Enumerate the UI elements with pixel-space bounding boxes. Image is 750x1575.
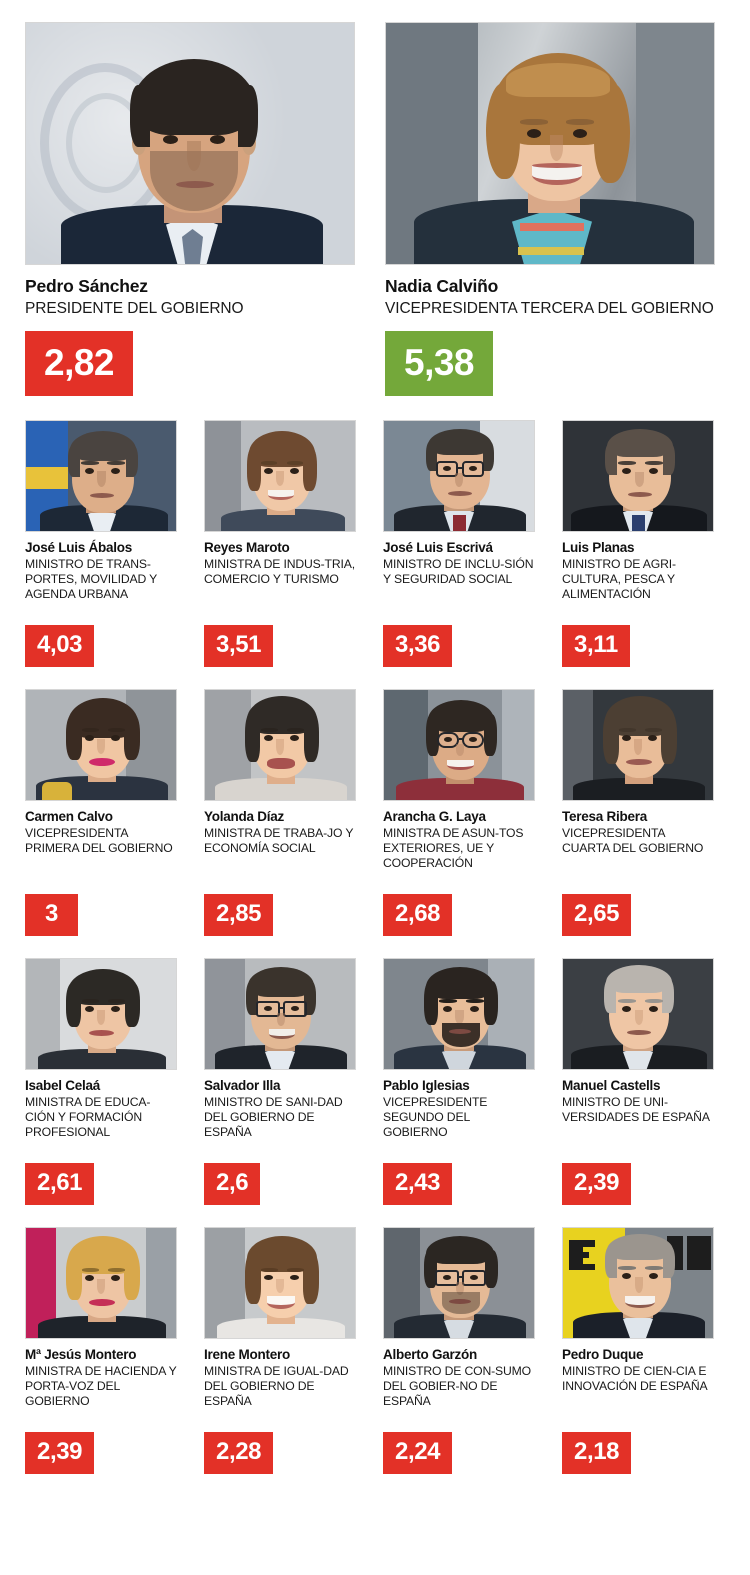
member-card [383, 420, 535, 667]
member-card [25, 958, 177, 1205]
featured-name: Pedro Sánchez [25, 276, 148, 296]
member-role: MINISTRA DE IGUAL-DAD DEL GOBIERNO DE ESPAÑA [204, 1364, 349, 1408]
member-card [25, 689, 177, 936]
member-role: VICEPRESIDENTA CUARTA DEL GOBIERNO [562, 826, 704, 856]
portrait-pedro-sanchez [25, 22, 355, 265]
portrait-isabel-celaa [25, 958, 177, 1070]
member-name: José Luis Escrivá [383, 540, 493, 556]
member-name: Reyes Maroto [204, 540, 290, 556]
portrait-pedro-duque [562, 1227, 714, 1339]
member-score-badge: 2,39 [25, 1432, 94, 1474]
portrait-luis-planas [562, 420, 714, 532]
featured-row [0, 0, 750, 396]
portrait-nadia-calvino [385, 22, 715, 265]
member-name: Luis Planas [562, 540, 635, 556]
member-score-badge: 3,11 [562, 625, 630, 667]
member-name: Pedro Duque [562, 1347, 644, 1363]
member-score-badge: 2,68 [383, 894, 452, 936]
member-card [25, 1227, 177, 1474]
member-role: MINISTRO DE CON-SUMO DEL GOBIER-NO DE ESPAÑA [383, 1364, 531, 1408]
member-score-badge: 3,36 [383, 625, 452, 667]
member-name: Yolanda Díaz [204, 809, 285, 825]
member-role: MINISTRO DE SANI-DAD DEL GOBIERNO DE ESPAÑA [204, 1095, 343, 1139]
member-card [25, 420, 177, 667]
member-role: VICEPRESIDENTA PRIMERA DEL GOBIERNO [25, 826, 173, 856]
member-role: MINISTRA DE INDUS-TRIA, COMERCIO Y TURISMO [204, 557, 355, 587]
member-card [562, 420, 714, 667]
member-name: Pablo Iglesias [383, 1078, 470, 1094]
member-card [204, 689, 356, 936]
portrait-irene-montero [204, 1227, 356, 1339]
member-role: MINISTRO DE UNI-VERSIDADES DE ESPAÑA [562, 1095, 710, 1125]
portrait-maria-jesus-montero [25, 1227, 177, 1339]
portrait-salvador-illa [204, 958, 356, 1070]
member-score-badge: 2,39 [562, 1163, 631, 1205]
member-score-badge: 3,51 [204, 625, 273, 667]
featured-card-pedro-sanchez [25, 22, 355, 396]
portrait-arancha-g-laya [383, 689, 535, 801]
member-role: MINISTRA DE ASUN-TOS EXTERIORES, UE Y COOPERACIÓN [383, 826, 524, 870]
member-card [562, 1227, 714, 1474]
portrait-manuel-castells [562, 958, 714, 1070]
portrait-pablo-iglesias [383, 958, 535, 1070]
portrait-yolanda-diaz [204, 689, 356, 801]
member-name: Carmen Calvo [25, 809, 113, 825]
member-score-badge: 4,03 [25, 625, 94, 667]
portrait-jose-luis-escriva [383, 420, 535, 532]
member-name: Arancha G. Laya [383, 809, 486, 825]
member-score-badge: 2,6 [204, 1163, 260, 1205]
member-name: Alberto Garzón [383, 1347, 478, 1363]
member-score-badge: 3 [25, 894, 78, 936]
member-score-badge: 2,43 [383, 1163, 452, 1205]
member-role: MINISTRO DE AGRI-CULTURA, PESCA Y ALIMENTACIÓN [562, 557, 676, 601]
portrait-carmen-calvo [25, 689, 177, 801]
member-score-badge: 2,85 [204, 894, 273, 936]
member-score-badge: 2,61 [25, 1163, 94, 1205]
portrait-alberto-garzon [383, 1227, 535, 1339]
member-role: MINISTRA DE HACIENDA Y PORTA-VOZ DEL GOBIERNO [25, 1364, 177, 1408]
member-card [383, 689, 535, 936]
member-score-badge: 2,65 [562, 894, 631, 936]
member-card [204, 958, 356, 1205]
member-name: Teresa Ribera [562, 809, 648, 825]
portrait-jose-luis-abalos [25, 420, 177, 532]
featured-role: VICEPRESIDENTA TERCERA DEL GOBIERNO [385, 300, 714, 317]
member-role: MINISTRA DE TRABA-JO Y ECONOMÍA SOCIAL [204, 826, 354, 856]
featured-name: Nadia Calviño [385, 276, 499, 296]
member-score-badge: 2,18 [562, 1432, 631, 1474]
portrait-reyes-maroto [204, 420, 356, 532]
featured-card-nadia-calvino [385, 22, 715, 396]
member-card [383, 958, 535, 1205]
page-header-sliver [0, 0, 750, 10]
member-name: José Luis Ábalos [25, 540, 133, 556]
members-grid [0, 396, 750, 1496]
member-role: MINISTRA DE EDUCA-CIÓN Y FORMACIÓN PROFESIONAL [25, 1095, 151, 1139]
featured-role: PRESIDENTE DEL GOBIERNO [25, 300, 244, 317]
member-score-badge: 2,24 [383, 1432, 452, 1474]
member-role: MINISTRO DE TRANS-PORTES, MOVILIDAD Y AGENDA URBANA [25, 557, 157, 601]
featured-score-badge: 5,38 [385, 331, 493, 396]
member-name: Salvador Illa [204, 1078, 281, 1094]
member-card [562, 958, 714, 1205]
member-role: MINISTRO DE CIEN-CIA E INNOVACIÓN DE ESPAÑA [562, 1364, 708, 1394]
member-card [383, 1227, 535, 1474]
portrait-teresa-ribera [562, 689, 714, 801]
member-name: Manuel Castells [562, 1078, 661, 1094]
member-role: MINISTRO DE INCLU-SIÓN Y SEGURIDAD SOCIAL [383, 557, 534, 587]
member-name: Isabel Celaá [25, 1078, 101, 1094]
member-name: Irene Montero [204, 1347, 291, 1363]
member-card [562, 689, 714, 936]
member-role: VICEPRESIDENTE SEGUNDO DEL GOBIERNO [383, 1095, 488, 1139]
member-score-badge: 2,28 [204, 1432, 273, 1474]
member-card [204, 1227, 356, 1474]
member-card [204, 420, 356, 667]
featured-score-badge: 2,82 [25, 331, 133, 396]
member-name: Mª Jesús Montero [25, 1347, 137, 1363]
